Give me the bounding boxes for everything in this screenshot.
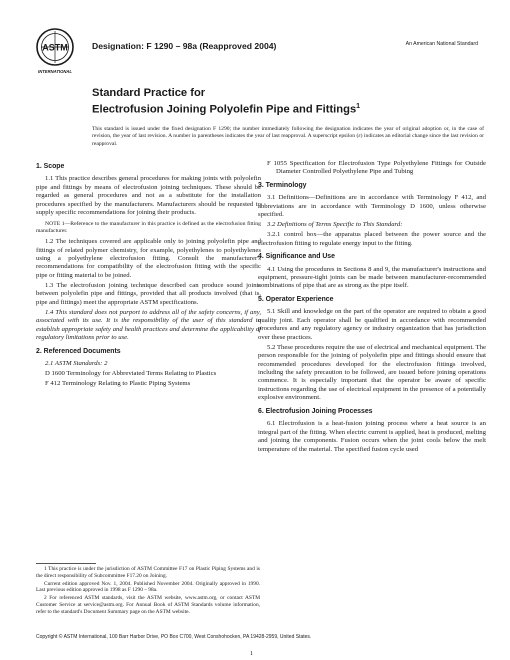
astm-logo-icon xyxy=(34,27,76,77)
title-line-2 xyxy=(92,100,482,117)
section-heading-referenced-documents: 2. Referenced Documents xyxy=(36,347,121,355)
american-national-standard-label: An American National Standard xyxy=(405,41,478,47)
paragraph-3-2-1: 3.2.1 control box—the apparatus placed between the power source and the electrofusion fitting to regulate energy input to the fitting. xyxy=(258,231,486,247)
paragraph-5-1: 5.1 Skill and knowledge on the part of the operator are required to obtain a good quality joint. Each operator shall be qualified in accordance with recommended procedures and any regulatory agency or industry organization that has jurisdiction over these practices. xyxy=(258,308,486,341)
paragraph-1-3: 1.3 The electrofusion joining technique described can produce sound joints between polyolefin pipe and fittings, provided that all products involved (that is, pipe and fittings) meet the appropriate ASTM specifications. xyxy=(36,281,261,306)
right-column xyxy=(258,160,486,456)
title-footnote-mark: 1 xyxy=(356,103,361,110)
paragraph-1-4: 1.4 This standard does not purport to address all of the safety concerns, if any, associated with its use. It is the responsibility of the user of this standard to establish appropriate safety and health practices and determine the applicability of regulatory limitations prior to use. xyxy=(36,308,261,342)
section-heading-scope: 1. Scope xyxy=(36,163,65,170)
footnote-1-edition: Current edition approved Nov. 1, 2004. Published November 2004. Originally approved in 1990. Last previous edition approved in 1998 as F 1290 – 98a. xyxy=(36,580,260,594)
note-1: NOTE 1—Reference to the manufacturer in this practice is defined as the electrofusion fitting manufacturer. xyxy=(36,220,261,234)
section-heading-operator-experience: 5. Operator Experience xyxy=(258,295,334,303)
title-line-1: Standard Practice for xyxy=(92,87,206,99)
section-heading-electrofusion: 6. Electrofusion Joining Processes xyxy=(258,407,373,415)
issuance-notice: This standard is issued under the fixed designation F 1290; the number immediately following the designation indicates the year of original adoption or, in the case of revision, the year of last revision. A number in parentheses indicates the year of last reapproval. A superscript epsilon (ε) indicates an editorial change since the last revision or reapproval. xyxy=(92,126,484,147)
footnotes xyxy=(36,566,260,617)
svg-text:INTERNATIONAL: INTERNATIONAL xyxy=(38,69,72,74)
footnote-1: 1 This practice is under the jurisdiction of ASTM Committee F17 on Plastic Piping Systems and is the direct responsibility of Subcommittee F17.20 on Joining. xyxy=(36,566,260,579)
paragraph-2-1: 2.1 ASTM Standards: 2 xyxy=(45,360,108,368)
footnote-2: 2 For referenced ASTM standards, visit the ASTM website, www.astm.org, or contact ASTM Customer Service at service@astm.org. For Annual Book of ASTM Standards volume information, refer to the standard's Document Summary page on the ASTM website. xyxy=(36,595,260,615)
document-title xyxy=(92,86,482,117)
left-column xyxy=(36,163,261,390)
paragraph-1-2: 1.2 The techniques covered are applicable only to joining polyolefin pipe and fittings of related polymer chemistry, for example, polyethylenes to polyethylenes using a polyethylene electrofusion fitting. Consult the manufacturer's recommendations for compatibility of the electrofusion fitting with the specific pipe or fitting material to be joined. xyxy=(36,238,261,279)
reference-f1055: F 1055 Specification for Electrofusion Type Polyethylene Fittings for Outside Diameter Controlled Polyethylene Pipe and Tubing xyxy=(267,160,486,176)
section-heading-terminology: 3. Terminology xyxy=(258,181,307,189)
reference-f412: F 412 Terminology Relating to Plastic Piping Systems xyxy=(45,379,191,387)
reference-d1600: D 1600 Terminology for Abbreviated Terms Relating to Plastics xyxy=(45,369,217,377)
footnote-divider xyxy=(36,563,96,564)
page-number: 1 xyxy=(250,650,254,657)
copyright-notice: Copyright © ASTM International, 100 Barr Harbor Drive, PO Box C700, West Conshohocken, PA 19428-2959, United States. xyxy=(36,634,312,640)
paragraph-3-1: 3.1 Definitions—Definitions are in accordance with Terminology F 412, and abbreviations are in accordance with Terminology D 1600, unless otherwise specified. xyxy=(258,194,486,219)
paragraph-3-2: 3.2 Definitions of Terms Specific to This Standard: xyxy=(267,221,403,229)
designation: Designation: F 1290 – 98a (Reapproved 2004) xyxy=(92,41,277,51)
title-main: Electrofusion Joining Polyolefin Pipe and Fittings xyxy=(92,103,357,116)
paragraph-1-1: 1.1 This practice describes general procedures for making joints with polyolefin pipe and fittings by means of electrofusion joining techniques. These should be regarded as general procedures and not as a substitute for the installation procedures specified by the manufacturers. Manufacturers should be requested to supply specific recommendations for joining their products. xyxy=(36,175,261,217)
paragraph-6-1: 6.1 Electrofusion is a heat-fusion joining process where a heat source is an integral part of the fitting. When electric current is applied, heat is produced, melting and joining the components. Fusion occurs when the joint cools below the melt temperature of the material. The specified fusion cycle used xyxy=(258,420,486,453)
paragraph-4-1: 4.1 Using the procedures in Sections 8 and 9, the manufacturer's instructions and equipment, pressure-tight joints can be made between manufacturer-recommended combinations of pipe that are as strong as the pipe itself. xyxy=(258,265,486,290)
paragraph-5-2: 5.2 These procedures require the use of electrical and mechanical equipment. The person responsible for the joining of polyolefin pipe and fittings should ensure that recommended procedures developed for the electrofusion fittings involved, including the safety precaution to be followed, are issued before joining operations commence. It is especially important that the operator be aware of specific instructions regarding the use of electrical equipment in the presence of a potentially explosive environment. xyxy=(258,343,486,402)
svg-text:ASTM: ASTM xyxy=(42,42,68,53)
section-heading-significance: 4. Significance and Use xyxy=(258,253,335,261)
